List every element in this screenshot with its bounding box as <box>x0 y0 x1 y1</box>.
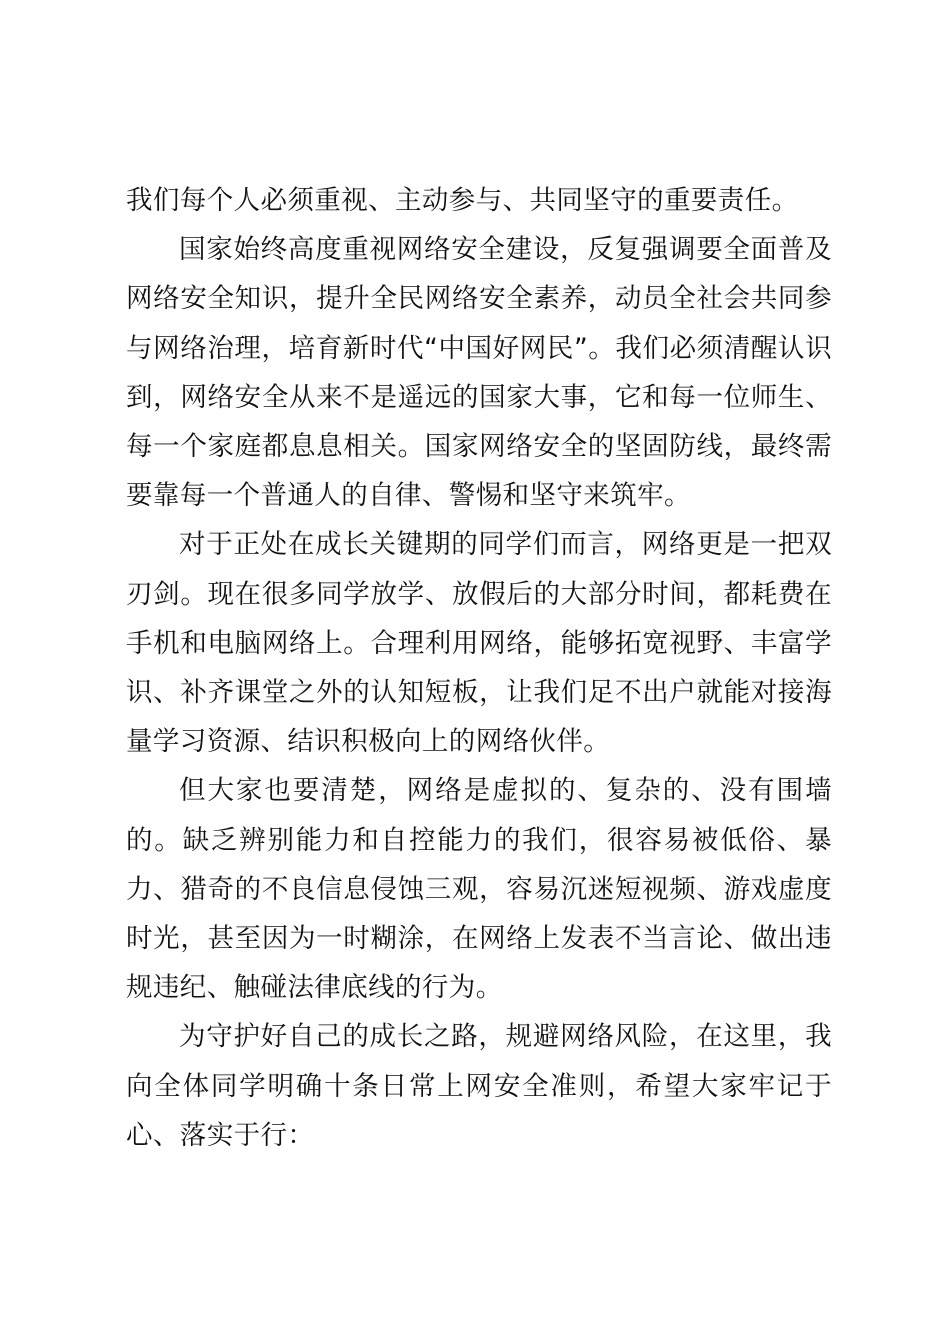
paragraph-national-cybersecurity: 国家始终高度重视网络安全建设，反复强调要全面普及网络安全知识，提升全民网络安全素养，动员全社会共同参与网络治理，培育新时代“中国好网民”。我们必须清醒认识到，网络安全从来不是遥远的国家大事，它和每一位师生、每一个家庭都息息相关。国家网络安全的坚固防线，最终需要靠每一个普通人的自律、警惕和坚守来筑牢。 <box>126 234 832 512</box>
paragraph-continuation: 我们每个人必须重视、主动参与、共同坚守的重要责任。 <box>126 185 799 216</box>
paragraph-network-risks: 但大家也要清楚，网络是虚拟的、复杂的、没有围墙的。缺乏辨别能力和自控能力的我们，很容易被低俗、暴力、猎奇的不良信息侵蚀三观，容易沉迷短视频、游戏虚度时光，甚至因为一时糊涂，在网络上发表不当言论、做出违规违纪、触碰法律底线的行为。 <box>126 775 832 1004</box>
paragraph-safety-rules-intro: 为守护好自己的成长之路，规避网络风险，在这里，我向全体同学明确十条日常上网安全准则，希望大家牢记于心、落实于行： <box>126 1021 832 1151</box>
paragraph-double-edged-sword: 对于正处在成长关键期的同学们而言，网络更是一把双刃剑。现在很多同学放学、放假后的大部分时间，都耗费在手机和电脑网络上。合理利用网络，能够拓宽视野、丰富学识、补齐课堂之外的认知短板，让我们足不出户就能对接海量学习资源、结识积极向上的网络伙伴。 <box>126 529 832 758</box>
document-body <box>126 176 832 1160</box>
